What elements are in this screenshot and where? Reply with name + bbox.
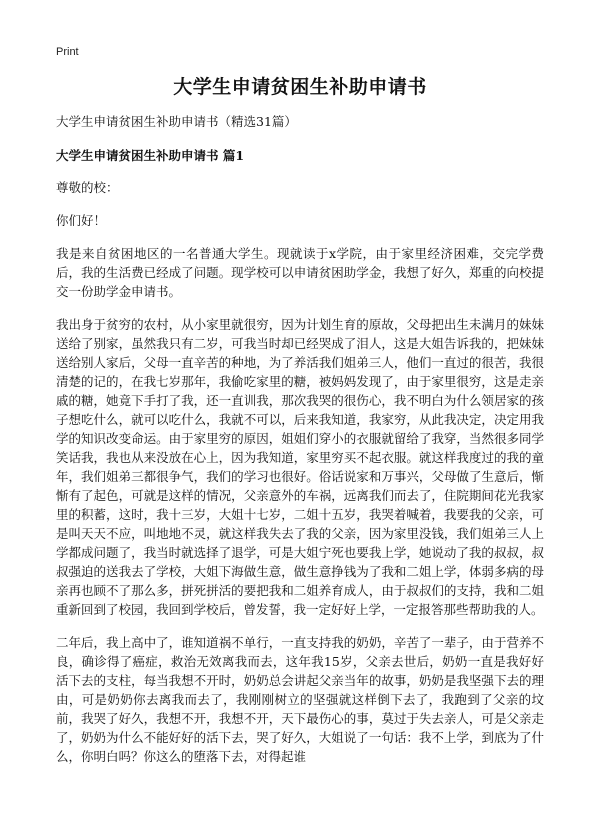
- print-link[interactable]: Print: [56, 46, 79, 58]
- document-subtitle: 大学生申请贫困生补助申请书（精选31篇）: [56, 114, 297, 129]
- greeting: 你们好！: [56, 213, 107, 228]
- body-paragraph-1: 我是来自贫困地区的一名普通大学生。现就读于x学院，由于家里经济困难，交完学费后，我的生活费已经成了问题。现学校可以申请贫困助学金，我想了好久，郑重的向校提交一份助学金申请书。: [56, 246, 544, 299]
- page-title: 大学生申请贫困生补助申请书: [173, 76, 427, 98]
- section-heading: 大学生申请贫困生补助申请书 篇1: [56, 148, 245, 163]
- body-paragraph-3: 二年后，我上高中了，谁知道祸不单行，一直支持我的奶奶，辛苦了一辈子，由于营养不良，确诊得了癌症，救治无效离我而去，这年我15岁，父亲去世后，奶奶一直是我好好活下去的支柱，每当我想不开时，奶奶总会讲起父亲当年的故事，奶奶是我坚强下去的理由，可是奶奶你去离我而去了，我刚刚树立的坚强就这样倒下去了，我跑到了父亲的坟前，我哭了好久，我想不开，我想不开，天下最伤心的事，莫过于失去亲人，可是父亲走了，奶奶为什么不能好好的活下去，哭了好久，大姐说了一句话：我不上学，到底为了什么，你明白吗？你这么的堕落下去，对得起谁: [56, 635, 544, 764]
- body-paragraph-2: 我出身于贫穷的农村，从小家里就很穷，因为计划生育的原故，父母把出生未满月的妹妹送给了别家，虽然我只有二岁，可我当时却已经哭成了泪人，这是大姐告诉我的，把妹妹送给别人家后，父母一直辛苦的种地，为了养活我们姐弟三人，他们一直过的很苦，我很清楚的记的，在我七岁那年，我偷吃家里的糖，被妈妈发现了，由于家里很穷，这是走亲戚的糖，她竟下手打了我，还一直训我，那次我哭的很伤心，我不明白为什么领居家的孩子想吃什么，就可以吃什么，我就不可以，后来我知道，我家穷，从此我决定，决定用我学的知识改变命运。由于家里穷的原因，姐姐们穿小的衣服就留给了我穿，当然很多同学笑话我，我也从来没放在心上，因为我知道，家里穷买不起衣服。就这样我度过的我的童年，我们姐弟三都很争气，我们的学习也很好。俗话说家和万事兴，父母做了生意后，惭惭有了起色，可就是这样的情况，父亲意外的车祸，远离我们而去了，住院期间花光我家里的积蓄，这时，我十三岁，大姐十七岁，二姐十五岁，我哭着喊着，我要我的父亲，可是叫天天不应，叫地地不灵，就这样我失去了我的父亲，因为家里没钱，我们姐弟三人上学都成问题了，我当时就选择了退学，可是大姐宁死也要我上学，她说动了我的叔叔，叔叔强迫的送我去了学校，大姐下海做生意，做生意挣钱为了我和二姐上学，体弱多病的母亲再也顾不了那么多，拼死拼活的要把我和二姐养育成人，由于叔叔们的支持，我和二姐重新回到了校园，我回到学校后，曾发誓，我一定好好上学，一定报答那些帮助我的人。: [56, 317, 544, 617]
- salutation: 尊敬的校：: [56, 180, 119, 195]
